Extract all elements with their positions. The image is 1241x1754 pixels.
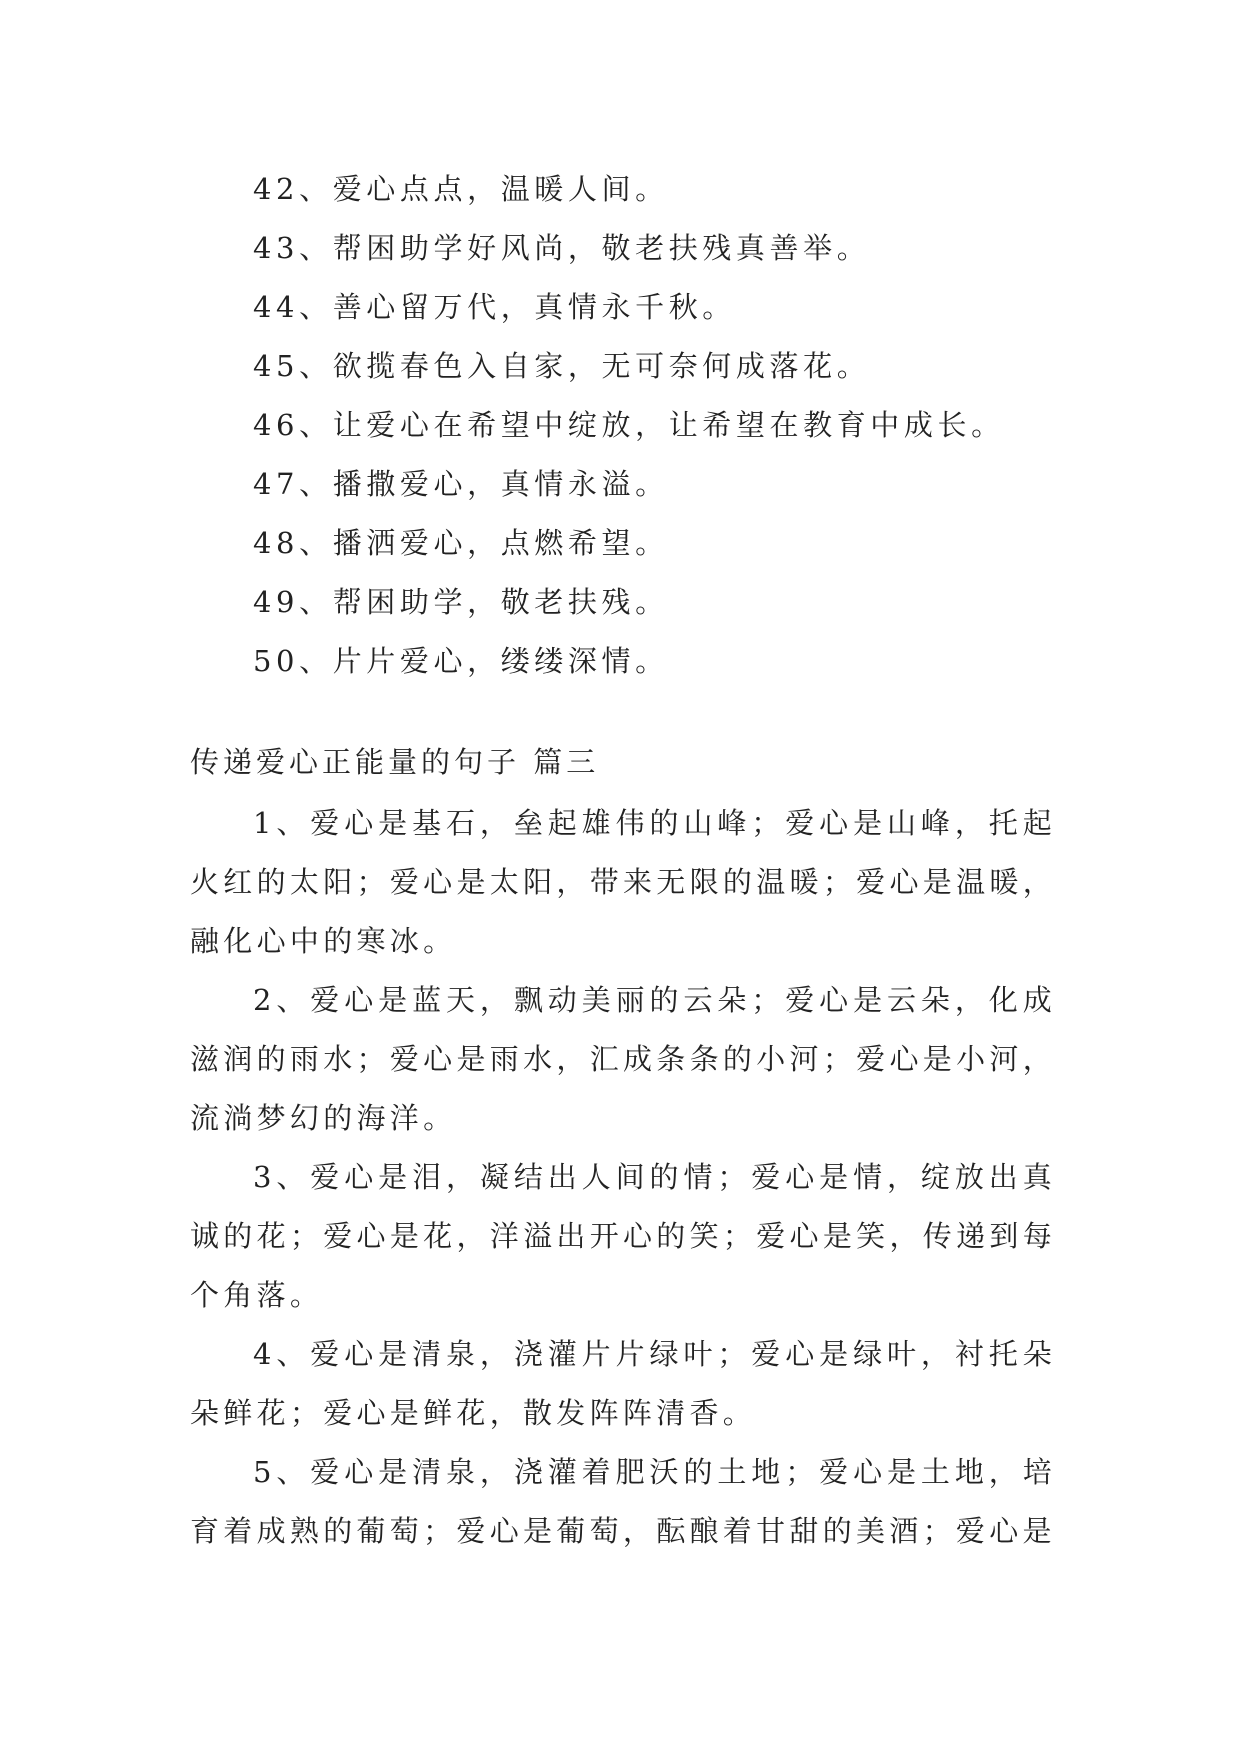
paragraph: 1、爱心是基石，垒起雄伟的山峰；爱心是山峰，托起火红的太阳；爱心是太阳，带来无限的温暖；爱心是温暖，融化心中的寒冰。 [190,806,1056,958]
list-item: 48、播洒爱心，点燃希望。 [253,526,669,560]
section-title: 传递爱心正能量的句子 篇三 [190,745,600,779]
list-item: 50、片片爱心，缕缕深情。 [253,644,669,678]
paragraph: 3、爱心是泪，凝结出人间的情；爱心是情，绽放出真诚的花；爱心是花，洋溢出开心的笑；爱心是笑，传递到每个角落。 [190,1160,1056,1312]
body-text [190,794,1056,1561]
paragraph: 4、爱心是清泉，浇灌片片绿叶；爱心是绿叶，衬托朵朵鲜花；爱心是鲜花，散发阵阵清香。 [190,1337,1056,1430]
list-item: 44、善心留万代，真情永千秋。 [253,290,736,324]
list-item: 47、播撒爱心，真情永溢。 [253,467,669,501]
list-item: 49、帮困助学，敬老扶残。 [253,585,669,619]
list-item: 45、欲揽春色入自家，无可奈何成落花。 [253,349,871,383]
paragraph: 2、爱心是蓝天，飘动美丽的云朵；爱心是云朵，化成滋润的雨水；爱心是雨水，汇成条条的小河；爱心是小河，流淌梦幻的海洋。 [190,983,1056,1135]
paragraph: 5、爱心是清泉，浇灌着肥沃的土地；爱心是土地，培育着成熟的葡萄；爱心是葡萄，酝酿着甘甜的美酒；爱心是 [190,1455,1056,1548]
numbered-list [253,160,1005,691]
list-item: 42、爱心点点，温暖人间。 [253,172,669,206]
list-item: 43、帮困助学好风尚，敬老扶残真善举。 [253,231,871,265]
list-item: 46、让爱心在希望中绽放，让希望在教育中成长。 [253,408,1005,442]
